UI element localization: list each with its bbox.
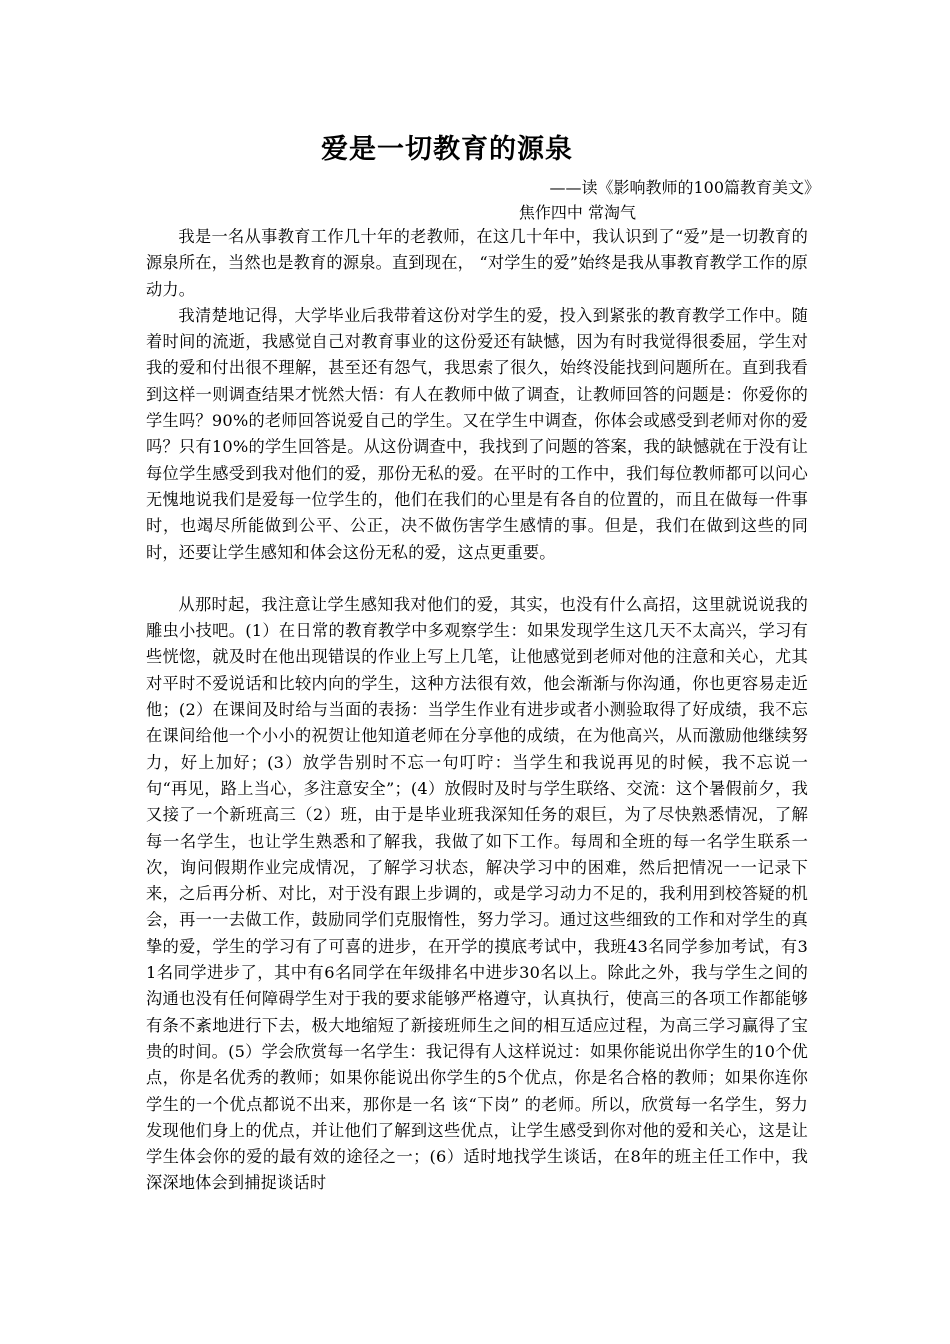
paragraph-spacer bbox=[146, 566, 808, 592]
document-body bbox=[146, 224, 808, 1197]
paragraph-2: 我清楚地记得，大学毕业后我带着这份对学生的爱，投入到紧张的教育教学工作中。随着时间的流逝，我感觉自己对教育事业的这份爱还有缺憾，因为有时我觉得很委屈，学生对我的爱和付出很不理解，甚至还有怨气，我思索了很久，始终没能找到问题所在。直到我看到这样一则调查结果才恍然大悟：有人在教师中做了调查，让教师回答的问题是：你爱你的学生吗？90%的老师回答说爱自己的学生。又在学生中调查，你体会或感受到老师对你的爱吗？只有10%的学生回答是。从这份调查中，我找到了问题的答案，我的缺憾就在于没有让每位学生感受到我对他们的爱，那份无私的爱。在平时的工作中，我们每位教师都可以问心无愧地说我们是爱每一位学生的，他们在我们的心里是有各自的位置的，而且在做每一件事时，也竭尽所能做到公平、公正，决不做伤害学生感情的事。但是，我们在做到这些的同时，还要让学生感知和体会这份无私的爱，这点更重要。 bbox=[146, 305, 808, 562]
document-subtitle: ——读《影响教师的100篇教育美文》 bbox=[549, 178, 820, 197]
paragraph-3: 从那时起，我注意让学生感知我对他们的爱，其实，也没有什么高招，这里就说说我的雕虫小技吧。(1）在日常的教育教学中多观察学生：如果发现学生这几天不太高兴，学习有些恍惚，就及时在他出现错误的作业上写上几笔，让他感觉到老师对他的注意和关心，尤其对平时不爱说话和比较内向的学生，这种方法很有效，他会渐渐与你沟通，你也更容易走近他；(2）在课间及时给与当面的表扬：当学生作业有进步或者小测验取得了好成绩，我不忘在课间给他一个小小的祝贺让他知道老师在分享他的成绩，在为他高兴，从而激励他继续努力，好上加好；(3）放学告别时不忘一句叮咛：当学生和我说再见的时候，我不忘说一句“再见，路上当心，多注意安全”；(4）放假时及时与学生联络、交流：这个暑假前夕，我又接了一个新班高三（2）班，由于是毕业班我深知任务的艰巨，为了尽快熟悉情况，了解每一名学生，也让学生熟悉和了解我，我做了如下工作。每周和全班的每一名学生联系一次，询问假期作业完成情况，了解学习状态，解决学习中的困难，然后把情况一一记录下来，之后再分析、对比，对于没有跟上步调的，或是学习动力不足的，我利用到校答疑的机会，再一一去做工作，鼓励同学们克服惰性，努力学习。通过这些细致的工作和对学生的真挚的爱，学生的学习有了可喜的进步，在开学的摸底考试中，我班43名同学参加考试，有31名同学进步了，其中有6名同学在年级排名中进步30名以上。除此之外，我与学生之间的沟通也没有任何障碍学生对于我的要求能够严格遵守，认真执行，使高三的各项工作都能够有条不紊地进行下去，极大地缩短了新接班师生之间的相互适应过程，为高三学习赢得了宝贵的时间。(5）学会欣赏每一名学生：我记得有人这样说过：如果你能说出你学生的10个优点，你是名优秀的教师；如果你能说出你学生的5个优点，你是名合格的教师；如果你连你学生的一个优点都说不出来，那你是一名 该“下岗” 的老师。所以，欣赏每一名学生，努力发现他们身上的优点，并让他们了解到这些优点，让学生感受到你对他的爱和关心，这是让学生体会你的爱的最有效的途径之一；(6）适时地找学生谈话，在8年的班主任工作中，我深深地体会到捕捉谈话时 bbox=[146, 594, 808, 1193]
document-title: 爱是一切教育的源泉 bbox=[321, 134, 573, 165]
paragraph-1: 我是一名从事教育工作几十年的老教师，在这几十年中，我认识到了“爱”是一切教育的源泉所在，当然也是教育的源泉。直到现在， “对学生的爱”始终是我从事教育教学工作的原动力。 bbox=[146, 227, 808, 299]
document-author: 焦作四中 常淘气 bbox=[518, 203, 636, 222]
